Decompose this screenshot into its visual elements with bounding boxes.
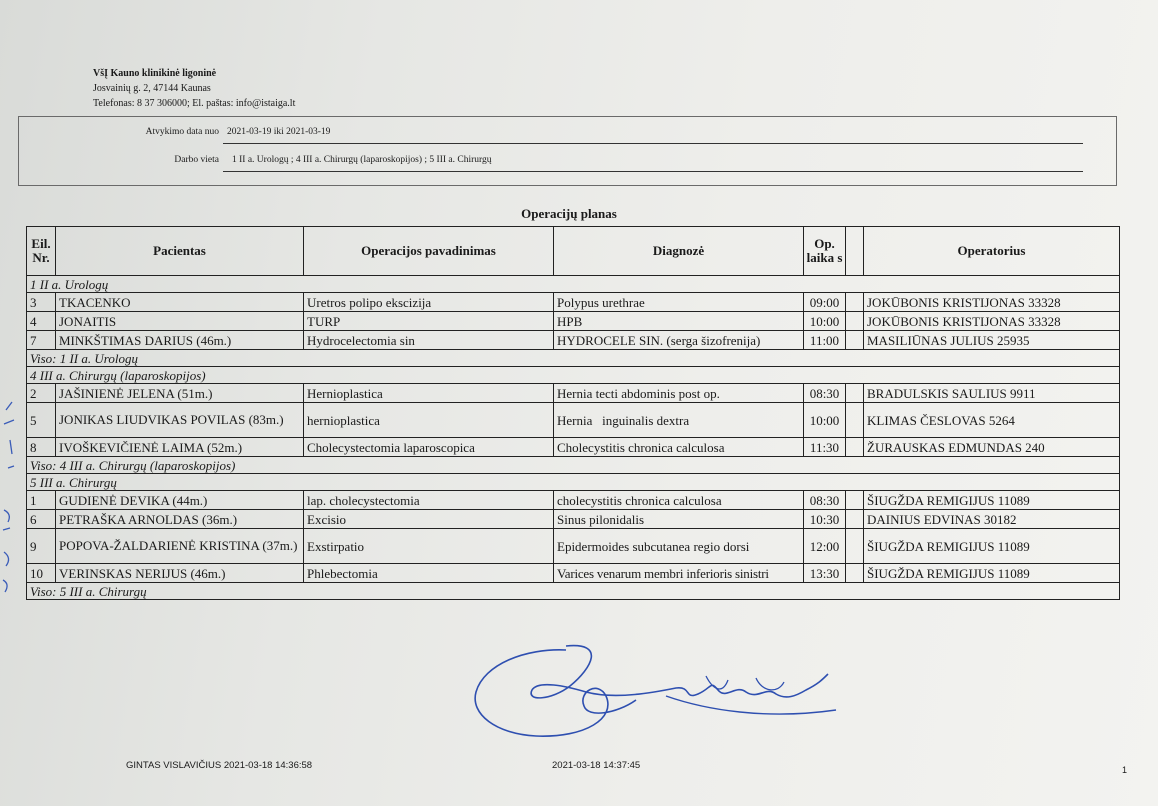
info-box (18, 116, 1117, 186)
cell-patient: JONAITIS (56, 312, 304, 331)
group-total-row (27, 350, 1120, 367)
cell-diagnosis: Varices venarum membri inferioris sinistri (554, 564, 804, 583)
cell-patient: VERINSKAS NERIJUS (46m.) (56, 564, 304, 583)
header-nr: Eil. Nr. (27, 227, 56, 276)
date-value: 2021-03-19 iki 2021-03-19 (227, 127, 331, 137)
handwritten-signature (466, 634, 846, 754)
cell-diagnosis: HYDROCELE SIN. (serga šizofrenija) (554, 331, 804, 350)
cell-spacer (846, 293, 864, 312)
cell-time: 11:00 (804, 331, 846, 350)
cell-operation: Phlebectomia (304, 564, 554, 583)
cell-operation: lap. cholecystectomia (304, 491, 554, 510)
cell-operator: JOKŪBONIS KRISTIJONAS 33328 (864, 312, 1120, 331)
cell-spacer (846, 529, 864, 564)
cell-spacer (846, 331, 864, 350)
cell-spacer (846, 384, 864, 403)
cell-diagnosis: Hernia tecti abdominis post op. (554, 384, 804, 403)
cell-patient: GUDIENĖ DEVIKA (44m.) (56, 491, 304, 510)
table-row (27, 331, 1120, 350)
table-row (27, 438, 1120, 457)
header-time: Op. laika s (804, 227, 846, 276)
cell-operation: Hydrocelectomia sin (304, 331, 554, 350)
cell-diagnosis: Sinus pilonidalis (554, 510, 804, 529)
cell-spacer (846, 438, 864, 457)
cell-diagnosis: Epidermoides subcutanea regio dorsi (554, 529, 804, 564)
cell-nr: 4 (27, 312, 56, 331)
cell-operator: ŠIUGŽDA REMIGIJUS 11089 (864, 491, 1120, 510)
cell-operator: BRADULSKIS SAULIUS 9911 (864, 384, 1120, 403)
header-spacer (846, 227, 864, 276)
cell-time: 09:00 (804, 293, 846, 312)
table-row (27, 403, 1120, 438)
table-row (27, 510, 1120, 529)
footer-signer: GINTAS VISLAVIČIUS 2021-03-18 14:36:58 (126, 760, 313, 771)
cell-spacer (846, 491, 864, 510)
cell-nr: 6 (27, 510, 56, 529)
cell-spacer (846, 510, 864, 529)
group-total: Viso: 4 III a. Chirurgų (laparoskopijos) (27, 457, 1120, 474)
cell-spacer (846, 312, 864, 331)
cell-operator: MASILIŪNAS JULIUS 25935 (864, 331, 1120, 350)
table-row (27, 293, 1120, 312)
header-operator: Operatorius (864, 227, 1120, 276)
group-title-row (27, 276, 1120, 293)
cell-operator: JOKŪBONIS KRISTIJONAS 33328 (864, 293, 1120, 312)
cell-nr: 1 (27, 491, 56, 510)
cell-diagnosis: Polypus urethrae (554, 293, 804, 312)
cell-patient: PETRAŠKA ARNOLDAS (36m.) (56, 510, 304, 529)
date-underline (223, 143, 1083, 144)
group-total-row (27, 583, 1120, 600)
header-operation: Operacijos pavadinimas (304, 227, 554, 276)
cell-nr: 3 (27, 293, 56, 312)
cell-time: 10:00 (804, 312, 846, 331)
cell-diagnosis: HPB (554, 312, 804, 331)
cell-time: 13:30 (804, 564, 846, 583)
table-row (27, 312, 1120, 331)
cell-time: 10:00 (804, 403, 846, 438)
group-title: 1 II a. Urologų (27, 276, 1120, 293)
cell-operation: Cholecystectomia laparoscopica (304, 438, 554, 457)
cell-nr: 8 (27, 438, 56, 457)
cell-patient: TKACENKO (56, 293, 304, 312)
place-underline (223, 171, 1083, 172)
table-row (27, 529, 1120, 564)
operations-table (26, 226, 1120, 600)
cell-spacer (846, 564, 864, 583)
table-row (27, 564, 1120, 583)
cell-operator: ŠIUGŽDA REMIGIJUS 11089 (864, 529, 1120, 564)
group-title-row (27, 367, 1120, 384)
cell-patient: JONIKAS LIUDVIKAS POVILAS (83m.) (56, 403, 304, 438)
group-total-row (27, 457, 1120, 474)
cell-diagnosis: Cholecystitis chronica calculosa (554, 438, 804, 457)
document-title: Operacijų planas (521, 206, 617, 221)
cell-time: 08:30 (804, 384, 846, 403)
cell-patient: MINKŠTIMAS DARIUS (46m.) (56, 331, 304, 350)
group-title: 4 III a. Chirurgų (laparoskopijos) (27, 367, 1120, 384)
cell-operator: ŠIUGŽDA REMIGIJUS 11089 (864, 564, 1120, 583)
cell-diagnosis: Hernia inguinalis dextra (554, 403, 804, 438)
cell-patient: JAŠINIENĖ JELENA (51m.) (56, 384, 304, 403)
group-title-row (27, 474, 1120, 491)
group-title: 5 III a. Chirurgų (27, 474, 1120, 491)
cell-time: 11:30 (804, 438, 846, 457)
cell-operator: DAINIUS EDVINAS 30182 (864, 510, 1120, 529)
institution-header (93, 66, 295, 111)
cell-operation: Excisio (304, 510, 554, 529)
cell-time: 12:00 (804, 529, 846, 564)
pen-check-marks (0, 380, 24, 630)
cell-nr: 5 (27, 403, 56, 438)
cell-nr: 7 (27, 331, 56, 350)
cell-patient: POPOVA-ŽALDARIENĖ KRISTINA (37m.) (56, 529, 304, 564)
cell-nr: 2 (27, 384, 56, 403)
cell-spacer (846, 403, 864, 438)
group-total: Viso: 1 II a. Urologų (27, 350, 1120, 367)
institution-contacts: Telefonas: 8 37 306000; El. paštas: info@istaiga.lt (93, 98, 296, 109)
place-value: 1 II a. Urologų ; 4 III a. Chirurgų (laparoskopijos) ; 5 III a. Chirurgų (232, 155, 492, 165)
place-label: Darbo vieta (174, 155, 219, 165)
cell-operator: ŽURAUSKAS EDMUNDAS 240 (864, 438, 1120, 457)
cell-operator: KLIMAS ČESLOVAS 5264 (864, 403, 1120, 438)
table-header-row (27, 227, 1120, 276)
cell-operation: hernioplastica (304, 403, 554, 438)
footer-printed: 2021-03-18 14:37:45 (552, 760, 641, 771)
group-total: Viso: 5 III a. Chirurgų (27, 583, 1120, 600)
cell-time: 08:30 (804, 491, 846, 510)
cell-patient: IVOŠKEVIČIENĖ LAIMA (52m.) (56, 438, 304, 457)
cell-operation: Hernioplastica (304, 384, 554, 403)
header-patient: Pacientas (56, 227, 304, 276)
cell-diagnosis: cholecystitis chronica calculosa (554, 491, 804, 510)
cell-time: 10:30 (804, 510, 846, 529)
page-number: 1 (1122, 765, 1128, 775)
cell-nr: 9 (27, 529, 56, 564)
institution-name: VšĮ Kauno klinikinė ligoninė (93, 68, 217, 79)
table-row (27, 384, 1120, 403)
cell-nr: 10 (27, 564, 56, 583)
cell-operation: TURP (304, 312, 554, 331)
institution-address: Josvainių g. 2, 47144 Kaunas (93, 83, 211, 94)
cell-operation: Uretros polipo ekscizija (304, 293, 554, 312)
date-label: Atvykimo data nuo (145, 127, 219, 137)
cell-operation: Exstirpatio (304, 529, 554, 564)
header-diagnosis: Diagnozė (554, 227, 804, 276)
table-row (27, 491, 1120, 510)
